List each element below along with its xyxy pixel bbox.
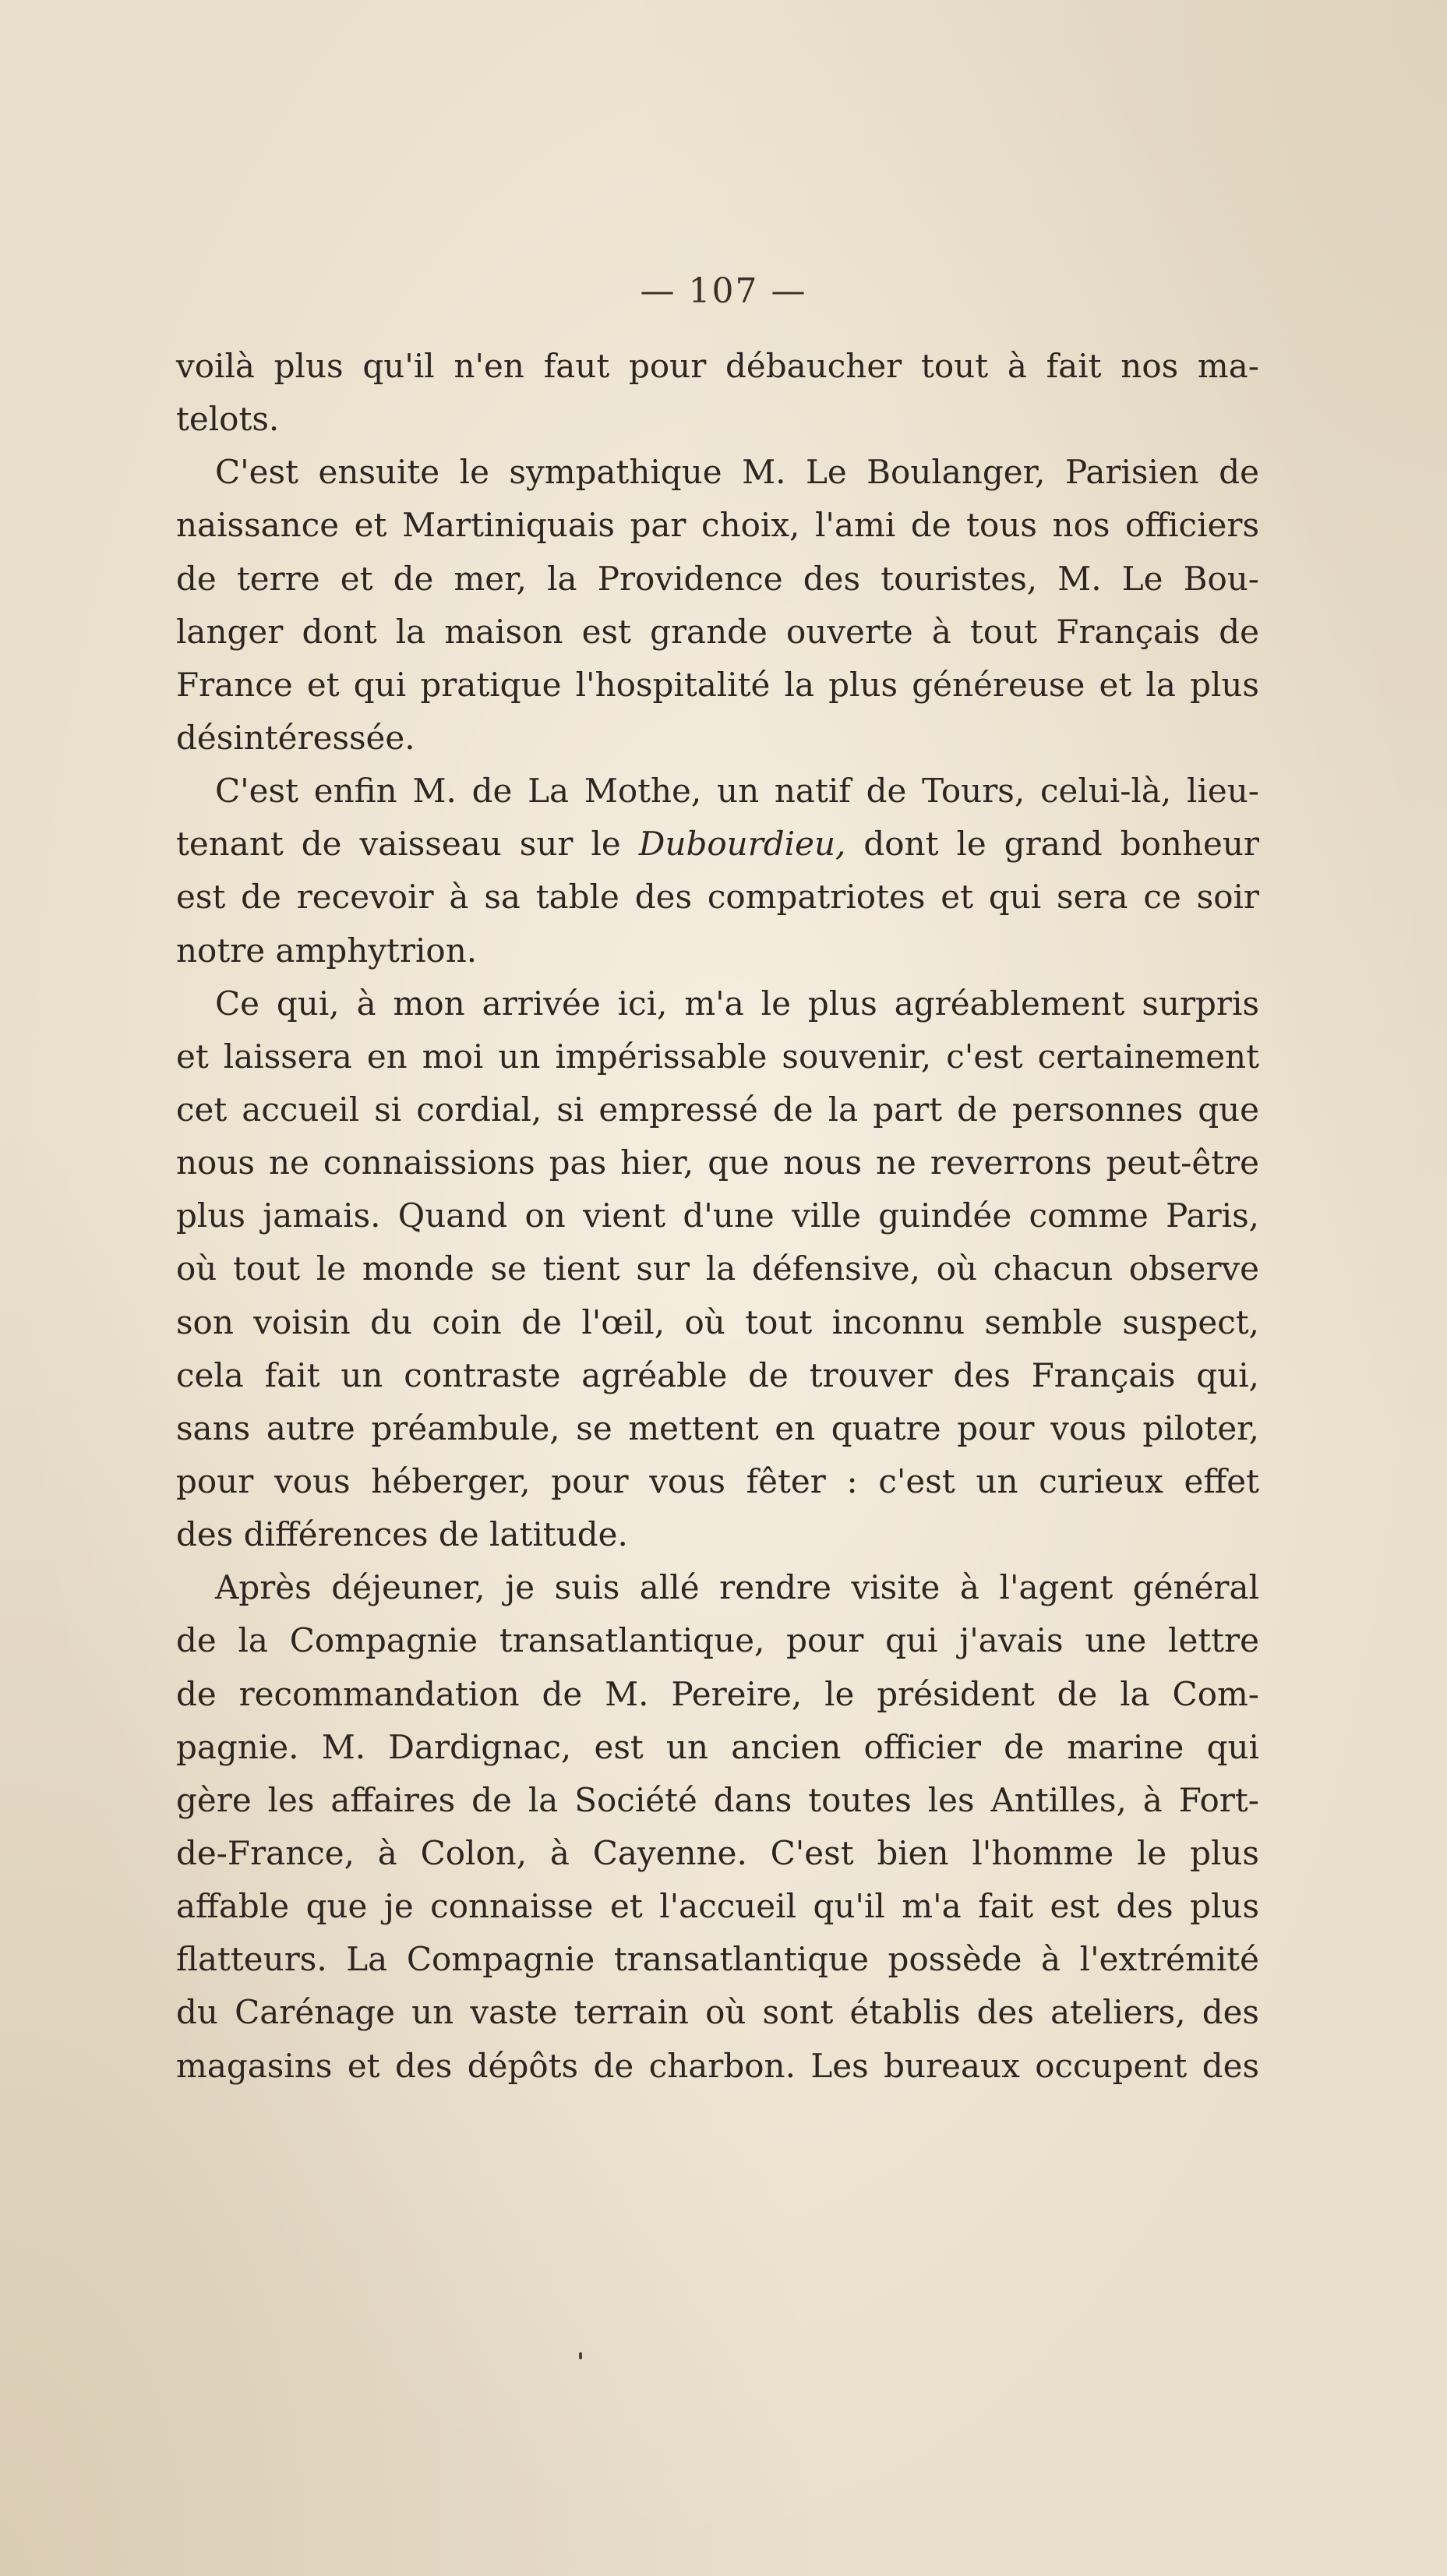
- text-line: magasins et des dépôts de charbon. Les bureaux occupent des: [176, 2046, 1259, 2085]
- text-line: nous ne connaissions pas hier, que nous ne reverrons peut-être: [176, 1143, 1259, 1182]
- text-line: [176, 818, 1259, 871]
- text-line: cet accueil si cordial, si empressé de la part de personnes que: [176, 1090, 1259, 1129]
- text-line: pagnie. M. Dardignac, est un ancien officier de marine qui: [176, 1727, 1259, 1766]
- ink-speck: [579, 2352, 582, 2359]
- text-line: voilà plus qu'il n'en faut pour débaucher tout à fait nos ma-: [176, 347, 1259, 385]
- text-line: de terre et de mer, la Providence des touristes, M. Le Bou-: [176, 559, 1259, 598]
- text-line: C'est ensuite le sympathique M. Le Boulanger, Parisien de: [215, 453, 1259, 492]
- text-line: sans autre préambule, se mettent en quatre pour vous piloter,: [176, 1408, 1259, 1447]
- ship-name: Dubourdieu,: [638, 825, 846, 864]
- text-line: pour vous héberger, pour vous fêter : c'est un curieux effet: [176, 1461, 1259, 1500]
- text-line: affable que je connaisse et l'accueil qu'il m'a fait est des plus: [176, 1887, 1259, 1926]
- text-line: telots.: [176, 400, 280, 439]
- text-line: plus jamais. Quand on vient d'une ville guindée comme Paris,: [176, 1196, 1259, 1235]
- text-line: et laissera en moi un impérissable souvenir, c'est certainement: [176, 1037, 1259, 1076]
- text-line: Ce qui, à mon arrivée ici, m'a le plus agréablement surpris: [215, 984, 1259, 1023]
- page-number: — 107 —: [640, 271, 807, 311]
- body-text: [176, 340, 1259, 2093]
- text-segment: tenant de vaisseau sur le: [176, 825, 639, 864]
- text-line: de la Compagnie transatlantique, pour qui j'avais une lettre: [176, 1621, 1259, 1660]
- text-line: naissance et Martiniquais par choix, l'ami de tous nos officiers: [176, 506, 1259, 545]
- text-line: Après déjeuner, je suis allé rendre visite à l'agent général: [215, 1568, 1259, 1607]
- text-line: des différences de latitude.: [176, 1515, 628, 1554]
- text-line: flatteurs. La Compagnie transatlantique possède à l'extrémité: [176, 1940, 1259, 1979]
- text-line: désintéressée.: [176, 718, 415, 757]
- text-line: notre amphytrion.: [176, 931, 478, 970]
- text-line: où tout le monde se tient sur la défensive, où chacun observe: [176, 1249, 1259, 1288]
- text-line: C'est enfin M. de La Mothe, un natif de Tours, celui-là, lieu-: [215, 772, 1259, 811]
- text-line: du Carénage un vaste terrain où sont établis des ateliers, des: [176, 1993, 1259, 2032]
- text-line: cela fait un contraste agréable de trouver des Français qui,: [176, 1355, 1259, 1394]
- text-line: de recommandation de M. Pereire, le président de la Com-: [176, 1674, 1259, 1713]
- text-line: gère les affaires de la Société dans toutes les Antilles, à Fort-: [176, 1780, 1259, 1819]
- text-line: est de recevoir à sa table des compatriotes et qui sera ce soir: [176, 878, 1259, 917]
- text-line: de-France, à Colon, à Cayenne. C'est bien l'homme le plus: [176, 1833, 1259, 1872]
- text-line: son voisin du coin de l'œil, où tout inconnu semble suspect,: [176, 1302, 1259, 1341]
- text-line: France et qui pratique l'hospitalité la plus généreuse et la plus: [176, 665, 1259, 704]
- text-segment: dont le grand bonheur: [845, 825, 1259, 864]
- text-line: langer dont la maison est grande ouverte à tout Français de: [176, 612, 1259, 651]
